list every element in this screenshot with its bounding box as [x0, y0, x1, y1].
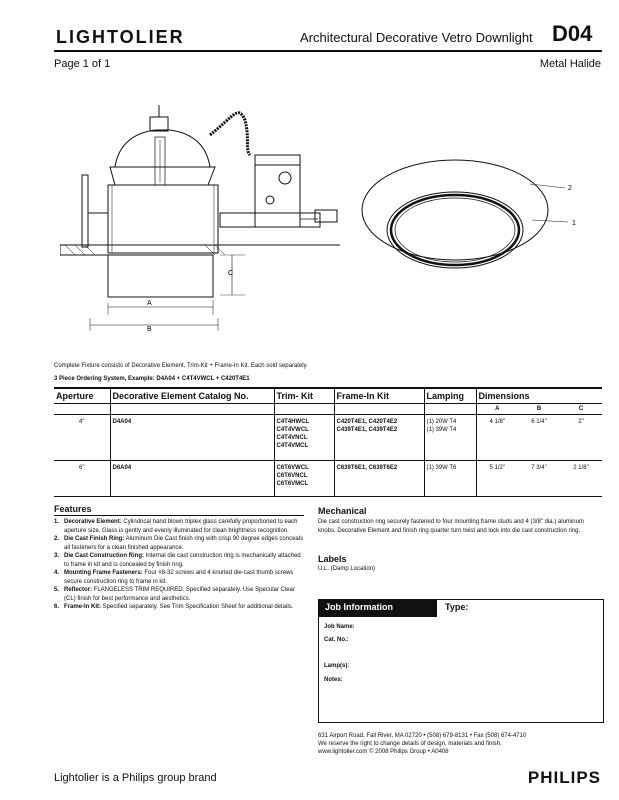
- frame-item: C420T4E1, C420T4E2: [336, 419, 398, 425]
- document-title: Architectural Decorative Vetro Downlight: [300, 30, 533, 45]
- type-field-label[interactable]: Type:: [445, 602, 469, 612]
- notes-field[interactable]: Notes:: [324, 677, 343, 683]
- header-rule: [54, 50, 602, 52]
- header-catalog: Decorative Element Catalog No.: [110, 388, 274, 404]
- cat-no-field[interactable]: Cat. No.:: [324, 637, 349, 643]
- dim-b-cell: 7 3/4": [518, 461, 560, 497]
- feature-number: 4.: [54, 570, 60, 576]
- trim-cell: [274, 415, 334, 461]
- features-heading: Features: [54, 504, 92, 514]
- frame-item: C639T6E1, C639T6E2: [336, 465, 398, 471]
- dim-c-cell: 2 1/8": [560, 461, 602, 497]
- sub-c: C: [560, 404, 602, 415]
- page-number: Page 1 of 1: [54, 58, 111, 70]
- trim-item: C6T6VNCL: [276, 473, 308, 479]
- trim-item: C6T6VWCL: [276, 465, 309, 471]
- feature-item: [54, 586, 304, 603]
- callout-1: 1: [572, 220, 576, 227]
- mechanical-text: Die cast construction ring securely fastened to four mounting frame studs and 4 (3/8" dia.) aluminum knobs. Decorative Element and finish ring quarter turn twist and lock into die cast construction ring.: [318, 519, 584, 534]
- aperture-cell: 6": [54, 461, 110, 497]
- catalog-cell: D4A04: [110, 415, 274, 461]
- feature-number: 3.: [54, 553, 60, 559]
- mechanical-heading: Mechanical: [318, 506, 367, 516]
- finish-ring-drawing: [360, 150, 585, 285]
- feature-item: [54, 518, 304, 535]
- callout-2: 2: [568, 185, 572, 192]
- feature-item: [54, 535, 304, 552]
- header-lamping: Lamping: [424, 388, 476, 404]
- lamps-field[interactable]: Lamp(s):: [324, 663, 350, 669]
- lamping-item: (1) 39W T6: [426, 465, 457, 471]
- company-address: [318, 732, 602, 756]
- job-information-box: [318, 599, 604, 723]
- trim-item: C4T4VMCL: [276, 443, 309, 449]
- lamping-item: (1) 20W T4: [426, 419, 457, 425]
- feature-number: 2.: [54, 536, 60, 542]
- sub-b: B: [518, 404, 560, 415]
- header-aperture: Aperture: [54, 388, 110, 404]
- lamping-cell: [424, 415, 476, 461]
- dim-a-cell: 5 1/2": [476, 461, 518, 497]
- dimension-subheader-row: [54, 404, 602, 415]
- trim-item: C6T6VMCL: [276, 481, 309, 487]
- feature-text: Specified separately. See Trim Specification Sheet for additional details.: [101, 604, 294, 610]
- table-row: [54, 415, 602, 461]
- table-row: [54, 461, 602, 497]
- address-line: 631 Airport Road, Fall River, MA 02720 • (508) 679-8131 • Fax (508) 674-4710: [318, 733, 527, 739]
- feature-number: 5.: [54, 587, 60, 593]
- frame-cell: [334, 415, 424, 461]
- labels-text: U.L. (Damp Location): [318, 566, 376, 572]
- feature-title: Reflector:: [64, 587, 93, 593]
- philips-logo: PHILIPS: [527, 768, 601, 787]
- feature-item: [54, 603, 304, 612]
- dim-a-label: A: [147, 300, 152, 307]
- sub-a: A: [476, 404, 518, 415]
- feature-text: FLANGELESS TRIM REQUIRED. Specified separately. Use Specular Clear (CL) finish for best performance and aesthetics.: [64, 587, 295, 602]
- trim-item: C4T4VNCL: [276, 435, 308, 441]
- feature-title: Mounting Frame Fasteners:: [64, 570, 143, 576]
- lamping-cell: [424, 461, 476, 497]
- aperture-cell: 4": [54, 415, 110, 461]
- complete-fixture-note: Complete Fixture consists of Decorative Element, Trim-Kit + Frame-In Kit. Each sold separately.: [54, 363, 308, 369]
- feature-title: Frame-In Kit:: [64, 604, 102, 610]
- feature-item: [54, 552, 304, 569]
- feature-number: 1.: [54, 519, 60, 525]
- job-name-field[interactable]: Job Name:: [324, 624, 355, 630]
- feature-text: Cylindrical hand blown triplex glass carefully proportioned to each aperture size. Glass is gently and evenly illuminated for clean brightness recognition.: [64, 519, 298, 534]
- dim-a-cell: 4 1/8": [476, 415, 518, 461]
- trim-cell: [274, 461, 334, 497]
- dim-c-label: C: [228, 270, 234, 277]
- website-line: www.lightolier.com © 2008 Philips Group • A0408: [318, 749, 449, 755]
- catalog-cell: D6A04: [110, 461, 274, 497]
- dim-b-label: B: [147, 326, 152, 333]
- feature-item: [54, 569, 304, 586]
- feature-title: Die Cast Finish Ring:: [64, 536, 125, 542]
- job-information-heading: Job Information: [319, 600, 437, 617]
- dim-c-cell: 2": [560, 415, 602, 461]
- lamp-type: Metal Halide: [539, 58, 601, 70]
- disclaimer-line: We reserve the right to change details of design, materials and finish.: [318, 741, 502, 747]
- brand-statement: Lightolier is a Philips group brand: [54, 772, 217, 784]
- product-code: D04: [552, 21, 593, 46]
- dim-b-cell: 6 1/4": [518, 415, 560, 461]
- feature-title: Decorative Element:: [64, 519, 122, 525]
- ordering-table: [54, 387, 602, 497]
- features-rule: [54, 515, 304, 516]
- header-trim: Trim- Kit: [274, 388, 334, 404]
- lightolier-logo: LIGHTOLIER: [56, 27, 185, 47]
- header-dimensions: Dimensions: [476, 388, 602, 404]
- feature-title: Die Cast Construction Ring:: [64, 553, 145, 559]
- feature-text: Internal die cast construction ring is mechanically attached to frame in kit and is concealed by finish ring.: [64, 553, 301, 568]
- feature-text: Four #8-32 screws and 4 knurled die-cast thumb screws secure construction ring to frame in kit.: [64, 570, 294, 585]
- feature-number: 6.: [54, 604, 60, 610]
- header-frame: Frame-In Kit: [334, 388, 424, 404]
- fixture-section-drawing: [60, 95, 360, 340]
- table-header-row: [54, 388, 602, 404]
- trim-item: C4T4HWCL: [276, 419, 310, 425]
- features-list: [54, 518, 304, 612]
- frame-cell: [334, 461, 424, 497]
- frame-item: C439T4E1, C439T4E2: [336, 427, 398, 433]
- trim-item: C4T4VWCL: [276, 427, 309, 433]
- lamping-item: (1) 39W T4: [426, 427, 457, 433]
- labels-heading: Labels: [318, 554, 347, 564]
- ordering-example: 3 Piece Ordering System, Example: D4A04 + C4T4VWCL + C420T4E1: [54, 376, 250, 382]
- feature-text: Aluminum Die Cast finish ring with crisp 90 degree edges conceals all fasteners for a clean finished appearance.: [64, 536, 304, 551]
